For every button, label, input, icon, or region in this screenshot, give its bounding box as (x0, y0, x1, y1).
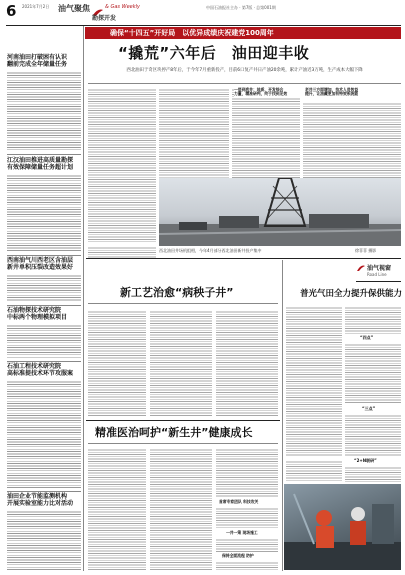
lead-bottom-rule (86, 258, 401, 259)
brand-name: & Gas Weekly (105, 4, 140, 10)
left-article-4-title: 石油物探技术研究院 中标两个物理模拟项目 (7, 307, 68, 321)
lead-photo (159, 178, 401, 246)
left-article-1-body (7, 71, 81, 151)
right-col-2 (345, 306, 401, 334)
left-article-2-body (7, 174, 81, 252)
page-header (6, 2, 401, 22)
lead-section-heading-2: 老井三方面增加，技术人员效益 提升，让油藏更加有特效系统能 (305, 87, 359, 97)
right-subsection-2: “三点” (362, 406, 376, 411)
lead-rule (88, 83, 401, 84)
left-column-divider (83, 26, 84, 571)
bottom-col-3d (216, 561, 278, 570)
right-col-2c (345, 414, 401, 456)
brand-logo (92, 2, 104, 11)
feature-bottom-rule (86, 420, 280, 421)
left-article-6-title: 油田企业节能监测机构 开展实验室能力比对活动 (7, 493, 74, 507)
info-line: 中国石油报社主办 · 第7版 · 总第001期 (206, 5, 276, 10)
brand-mark-small-icon (356, 264, 366, 272)
feature-title-rule (88, 303, 278, 304)
left-sep-3 (7, 305, 81, 306)
lead-col-1 (88, 88, 156, 243)
workers-icon (284, 484, 401, 570)
bottom-headline: 精准医治呵护“新生井”健康成长 (95, 426, 253, 439)
right-feature-label-en: Road Line (367, 272, 387, 277)
bottom-subhead-1: 首席专家团队 科技攻关 (219, 499, 259, 504)
right-subsection-3: “2+N联研” (354, 458, 377, 463)
header-rule (6, 25, 401, 26)
drilling-rig-icon (159, 178, 401, 246)
lead-section-heading-1: 一层到底井：地质、开发综合 力量，精准研判，终于找到见效 (234, 88, 300, 97)
bottom-subhead-3: 保持全面流程 防护 (222, 553, 254, 558)
photo-caption: 西北油田井场机组相，今年4月部分西北油田新井投产集中 (159, 248, 262, 253)
worker-photo (284, 484, 401, 570)
left-article-5-body (7, 380, 81, 488)
photo-credit: 徐菲菲 摄影 (355, 248, 377, 253)
right-feature-label: 油气视窗 (367, 265, 392, 272)
date-line: 2021年7月2日 (22, 4, 50, 9)
lead-headline: “撬荒”六年后 油田迎丰收 (118, 44, 310, 62)
left-article-6-body (7, 510, 81, 570)
right-feature-label-box (356, 263, 401, 282)
left-article-4-body (7, 324, 81, 358)
right-col-1 (286, 306, 342, 456)
feature-headline: 新工艺治愈“病秧子井” (120, 286, 234, 299)
left-sep-5 (7, 491, 81, 492)
left-article-3-title: 西南油气川西老区含油层 新井单积压裂改造效果好 (7, 257, 74, 271)
right-col-1b (286, 460, 342, 482)
left-article-5-title: 石油工程技术研究院 高标准提技术环节攻服案 (7, 363, 74, 377)
banner-text: 确保“十四五”开好局 以优异成绩庆祝建党100周年 (110, 29, 274, 37)
bottom-col-3b (216, 507, 278, 529)
left-article-2-title: 江汉油田推进高质量勘探 有效保障储量任务超计划 (7, 157, 74, 171)
left-sep-2 (7, 255, 81, 256)
bottom-col-2 (150, 448, 212, 570)
bottom-col-3c (216, 538, 278, 552)
lead-col-1-cont (88, 246, 156, 258)
bottom-col-1 (88, 448, 146, 570)
page-number: 6 (6, 2, 17, 20)
bottom-title-rule (88, 443, 278, 444)
right-col-2b (345, 343, 401, 403)
left-sep-1 (7, 154, 81, 155)
feature-col-2 (150, 310, 212, 416)
bottom-subhead-2: 一井一策 现场施工 (226, 530, 258, 535)
right-col-2d (345, 466, 401, 482)
right-feature-divider (282, 260, 283, 571)
lead-subhead: 西北油田于奇区块停产8年后，于今年7月重新投产，目前6口复产井日产油20余吨，累计产油近3万吨，生产成本大幅下降 (126, 68, 363, 73)
left-article-3-body (7, 274, 81, 302)
bottom-col-3a (216, 448, 278, 498)
right-subsection-1: “四点” (360, 335, 374, 340)
right-feature-headline: 普光气田全力提升保供能力 (300, 289, 403, 299)
section-title: 油气聚焦 (58, 4, 90, 13)
feature-col-3 (216, 310, 278, 416)
section-sub: 勘探开发 (92, 15, 117, 22)
left-article-1-title: 河南油田打破困有认识 翻前完成全年储量任务 (7, 54, 68, 68)
feature-col-1 (88, 310, 146, 416)
left-sep-4 (7, 361, 81, 362)
